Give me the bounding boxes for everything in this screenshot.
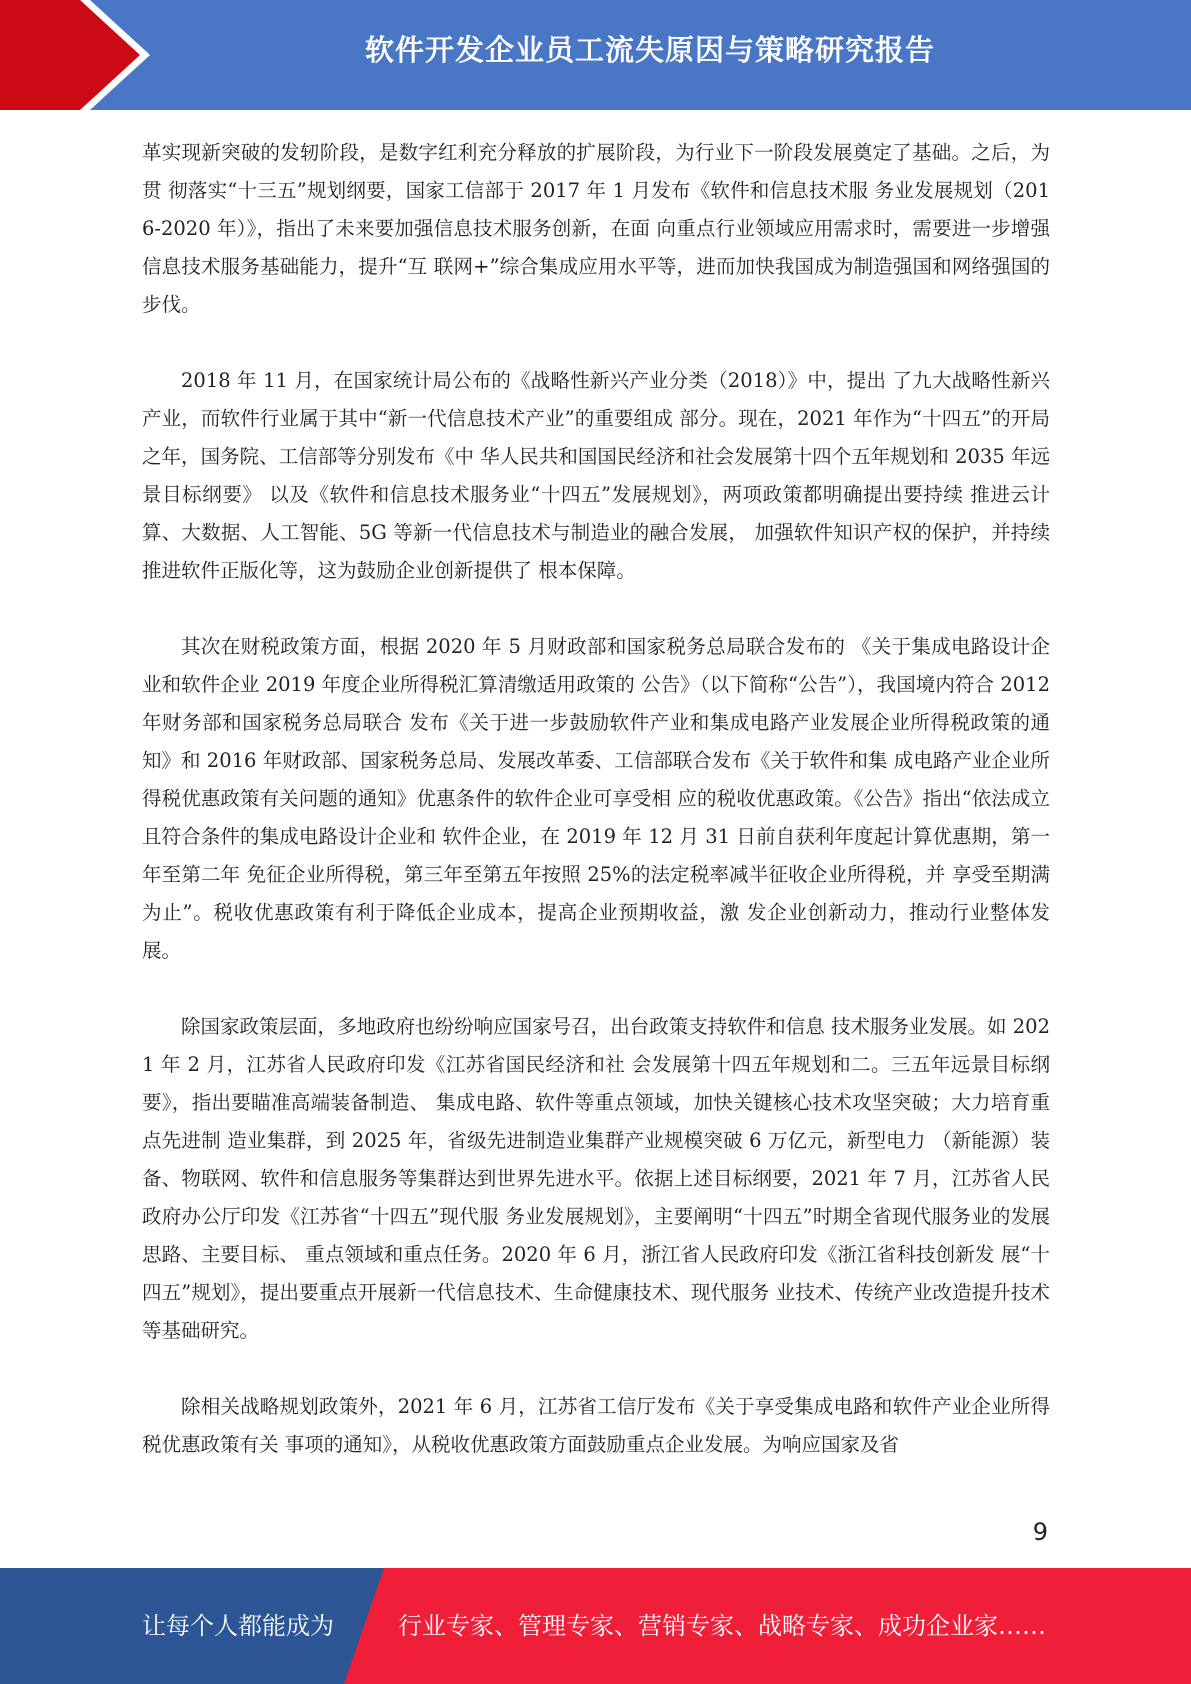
page-footer bbox=[0, 1568, 1191, 1684]
main-content bbox=[142, 134, 1050, 1502]
footer-slogan-right: 行业专家、管理专家、营销专家、战略专家、成功企业家…… bbox=[398, 1612, 1046, 1640]
page-header bbox=[0, 0, 1191, 110]
paragraph-1: 革实现新突破的发轫阶段，是数字红利充分释放的扩展阶段，为行业下一阶段发展奠定了基础。之后，为贯 彻落实“十三五”规划纲要，国家工信部于 2017 年 1 月发布《软件和信息技术服 务业发展规划（2016-2020 年）》，指出了未来要加强信息技术服务创新，在面 向重点行业领域应用需求时，需要进一步增强信息技术服务基础能力，提升“互 联网+”综合集成应用水平等，进而加快我国成为制造强国和网络强国的步伐。 bbox=[142, 141, 1050, 316]
paragraph-2: 2018 年 11 月，在国家统计局公布的《战略性新兴产业分类（2018）》中，提出 了九大战略性新兴产业，而软件行业属于其中“新一代信息技术产业”的重要组成 部分。现在，2021 年作为“十四五”的开局之年，国务院、工信部等分别发布《中 华人民共和国国民经济和社会发展第十四个五年规划和 2035 年远景目标纲要》 以及《软件和信息技术服务业“十四五”发展规划》，两项政策都明确提出要持续 推进云计算、大数据、人工智能、5G 等新一代信息技术与制造业的融合发展， 加强软件知识产权的保护，并持续推进软件正版化等，这为鼓励企业创新提供了 根本保障。 bbox=[142, 369, 1050, 582]
page-number: 9 bbox=[1032, 1518, 1048, 1546]
footer-slogan-left: 让每个人都能成为 bbox=[142, 1612, 334, 1640]
paragraph-3: 其次在财税政策方面，根据 2020 年 5 月财政部和国家税务总局联合发布的 《关于集成电路设计企业和软件企业 2019 年度企业所得税汇算清缴适用政策的 公告》（以下简称“公告”），我国境内符合 2012 年财务部和国家税务总局联合 发布《关于进一步鼓励软件产业和集成电路产业发展企业所得税政策的通知》和 2016 年财政部、国家税务总局、发展改革委、工信部联合发布《关于软件和集 成电路产业企业所得税优惠政策有关问题的通知》优惠条件的软件企业可享受相 应的税收优惠政策。《公告》指出“依法成立且符合条件的集成电路设计企业和 软件企业，在 2019 年 12 月 31 日前自获利年度起计算优惠期，第一年至第二年 免征企业所得税，第三年至第五年按照 25%的法定税率减半征收企业所得税，并 享受至期满为止”。税收优惠政策有利于降低企业成本，提高企业预期收益，激 发企业创新动力，推动行业整体发展。 bbox=[142, 635, 1050, 962]
paragraph-4: 除国家政策层面，多地政府也纷纷响应国家号召，出台政策支持软件和信息 技术服务业发展。如 2021 年 2 月，江苏省人民政府印发《江苏省国民经济和社 会发展第十四五年规划和二。三五年远景目标纲要》，指出要瞄准高端装备制造、 集成电路、软件等重点领域，加快关键核心技术攻坚突破；大力培育重点先进制 造业集群，到 2025 年，省级先进制造业集群产业规模突破 6 万亿元，新型电力 （新能源）装备、物联网、软件和信息服务等集群达到世界先进水平。依据上述目标纲要，2021 年 7 月，江苏省人民政府办公厅印发《江苏省“十四五”现代服 务业发展规划》，主要阐明“十四五”时期全省现代服务业的发展思路、主要目标、 重点领域和重点任务。2020 年 6 月，浙江省人民政府印发《浙江省科技创新发 展“十四五”规划》，提出要重点开展新一代信息技术、生命健康技术、现代服务 业技术、传统产业改造提升技术等基础研究。 bbox=[142, 1015, 1050, 1342]
paragraph-5: 除相关战略规划政策外，2021 年 6 月，江苏省工信厅发布《关于享受集成电路和软件产业企业所得税优惠政策有关 事项的通知》，从税收优惠政策方面鼓励重点企业发展。为响应国家及省 bbox=[142, 1395, 1050, 1456]
document-title: 软件开发企业员工流失原因与策略研究报告 bbox=[364, 33, 935, 67]
